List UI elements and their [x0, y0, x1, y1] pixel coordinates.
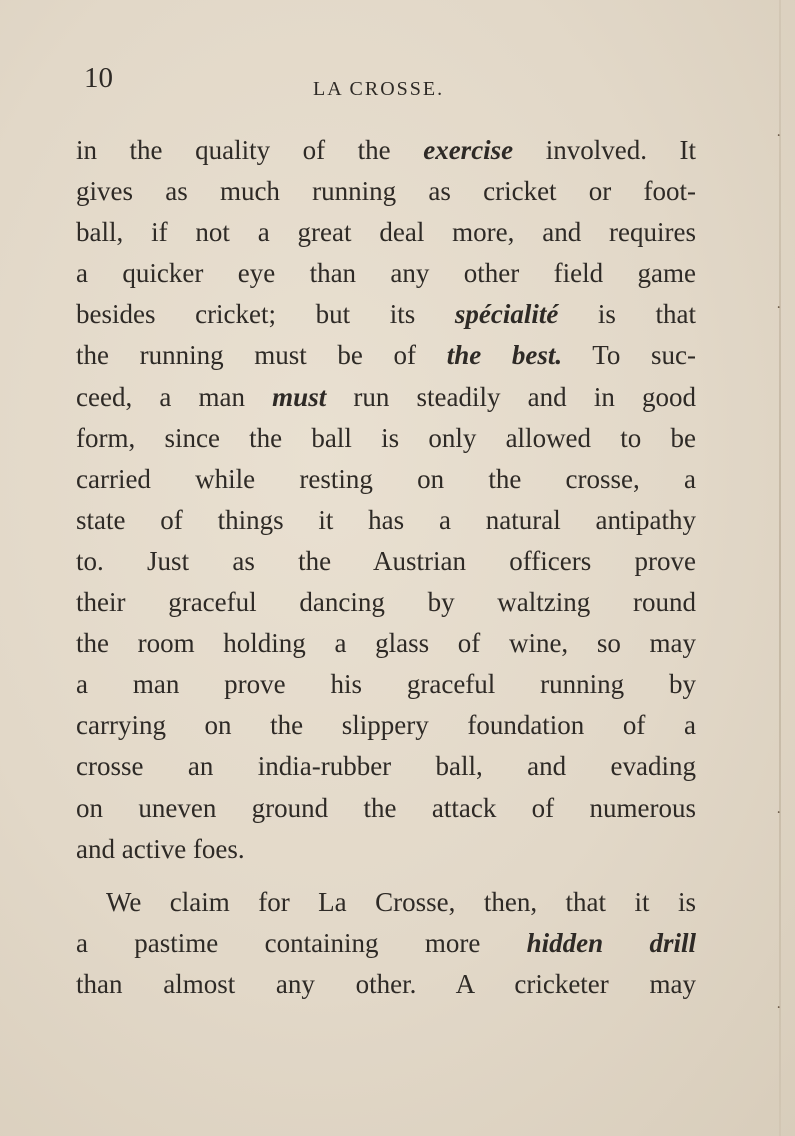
page-edge [776, 0, 781, 1136]
text-line: state of things it has a natural antipathy [76, 504, 696, 535]
text-line: form, since the ball is only allowed to be [76, 422, 696, 453]
margin-mark: · [776, 300, 781, 316]
text-line: We claim for La Crosse, then, that it is [106, 886, 696, 917]
margin-mark: · [776, 805, 781, 821]
text-line: on uneven ground the attack of numerous [76, 792, 696, 823]
text-line: the room holding a glass of wine, so may [76, 628, 696, 659]
text-line: to. Just as the Austrian officers prove [76, 545, 696, 576]
paragraph-2 [76, 882, 696, 1005]
text-line: in the quality of the exercise involved. It [76, 135, 697, 165]
running-head [84, 62, 704, 102]
text-line: than almost any other. A cricketer may [76, 968, 696, 999]
text-line: the running must be of the best. To suc- [76, 340, 696, 371]
text-line: a quicker eye than any other field game [76, 258, 696, 289]
italic-emphasis: must [272, 381, 327, 412]
italic-emphasis: exercise [423, 135, 514, 165]
text-line: carried while resting on the crosse, a [76, 463, 696, 494]
text-line: their graceful dancing by waltzing round [76, 587, 696, 618]
text-line: ceed, a man must run steadily and in good [76, 381, 696, 412]
text-line: a pastime containing more hidden drill [76, 927, 696, 958]
paragraph-gap [76, 870, 696, 882]
paragraph-1 [76, 130, 696, 870]
italic-emphasis: spécialité [454, 299, 559, 330]
text-line: besides cricket; but its spécialité is that [76, 299, 697, 330]
running-title: LA CROSSE. [313, 78, 445, 100]
body-text [76, 130, 696, 1005]
margin-mark: · [776, 128, 781, 144]
text-line: carrying on the slippery foundation of a [76, 710, 696, 741]
margin-mark: · [776, 1000, 781, 1016]
page-number: 10 [84, 62, 113, 94]
italic-emphasis: hidden drill [526, 927, 696, 958]
text-line: gives as much running as cricket or foot- [76, 176, 696, 207]
italic-emphasis: the best. [446, 340, 563, 371]
text-line: crosse an india-rubber ball, and evading [76, 751, 696, 782]
text-line: a man prove his graceful running by [76, 669, 696, 700]
text-line: and active foes. [76, 833, 245, 864]
text-line: ball, if not a great deal more, and requires [76, 217, 696, 248]
